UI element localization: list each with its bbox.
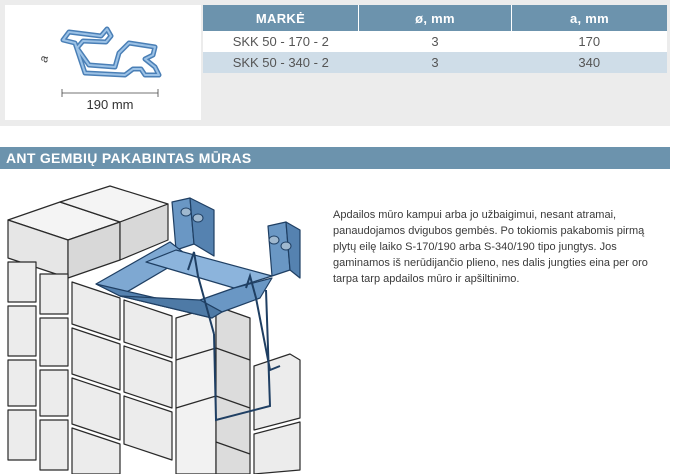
cell-diameter: 3 (359, 31, 512, 52)
cell-a: 340 (512, 52, 668, 73)
header-marke: MARKĖ (203, 5, 359, 31)
wire-tie-thumbnail (5, 5, 201, 120)
section-header (0, 147, 670, 169)
cell-a: 170 (512, 31, 668, 52)
spec-table (203, 5, 667, 73)
height-label: a (36, 54, 52, 64)
section-description: Apdailos mūro kampui arba jo užbaigimui, nesant atramai, panaudojamos dvigubos gembės. Po tokiomis pakabomis pirmą plytų eilę laiko S-170/190 arba S-340/190 tipo jungtys. Jos gaminamos iš nerūdijančio plieno, nes dalis jungties eina per oro tarpa tarp apdailos mūro ir apšiltinimo. (333, 209, 648, 285)
cell-marke: SKK 50 - 170 - 2 (203, 31, 359, 52)
section-title: ANT GEMBIŲ PAKABINTAS MŪRAS (6, 150, 252, 166)
wire-tie-drawing (5, 5, 201, 120)
table-header-row (203, 5, 667, 31)
cell-marke: SKK 50 - 340 - 2 (203, 52, 359, 73)
masonry-illustration (0, 180, 325, 474)
header-a: a, mm (512, 5, 668, 31)
table-row (203, 31, 667, 52)
cell-diameter: 3 (359, 52, 512, 73)
table-row (203, 52, 667, 73)
header-diameter: ø, mm (359, 5, 512, 31)
width-label: 190 mm (86, 97, 134, 112)
